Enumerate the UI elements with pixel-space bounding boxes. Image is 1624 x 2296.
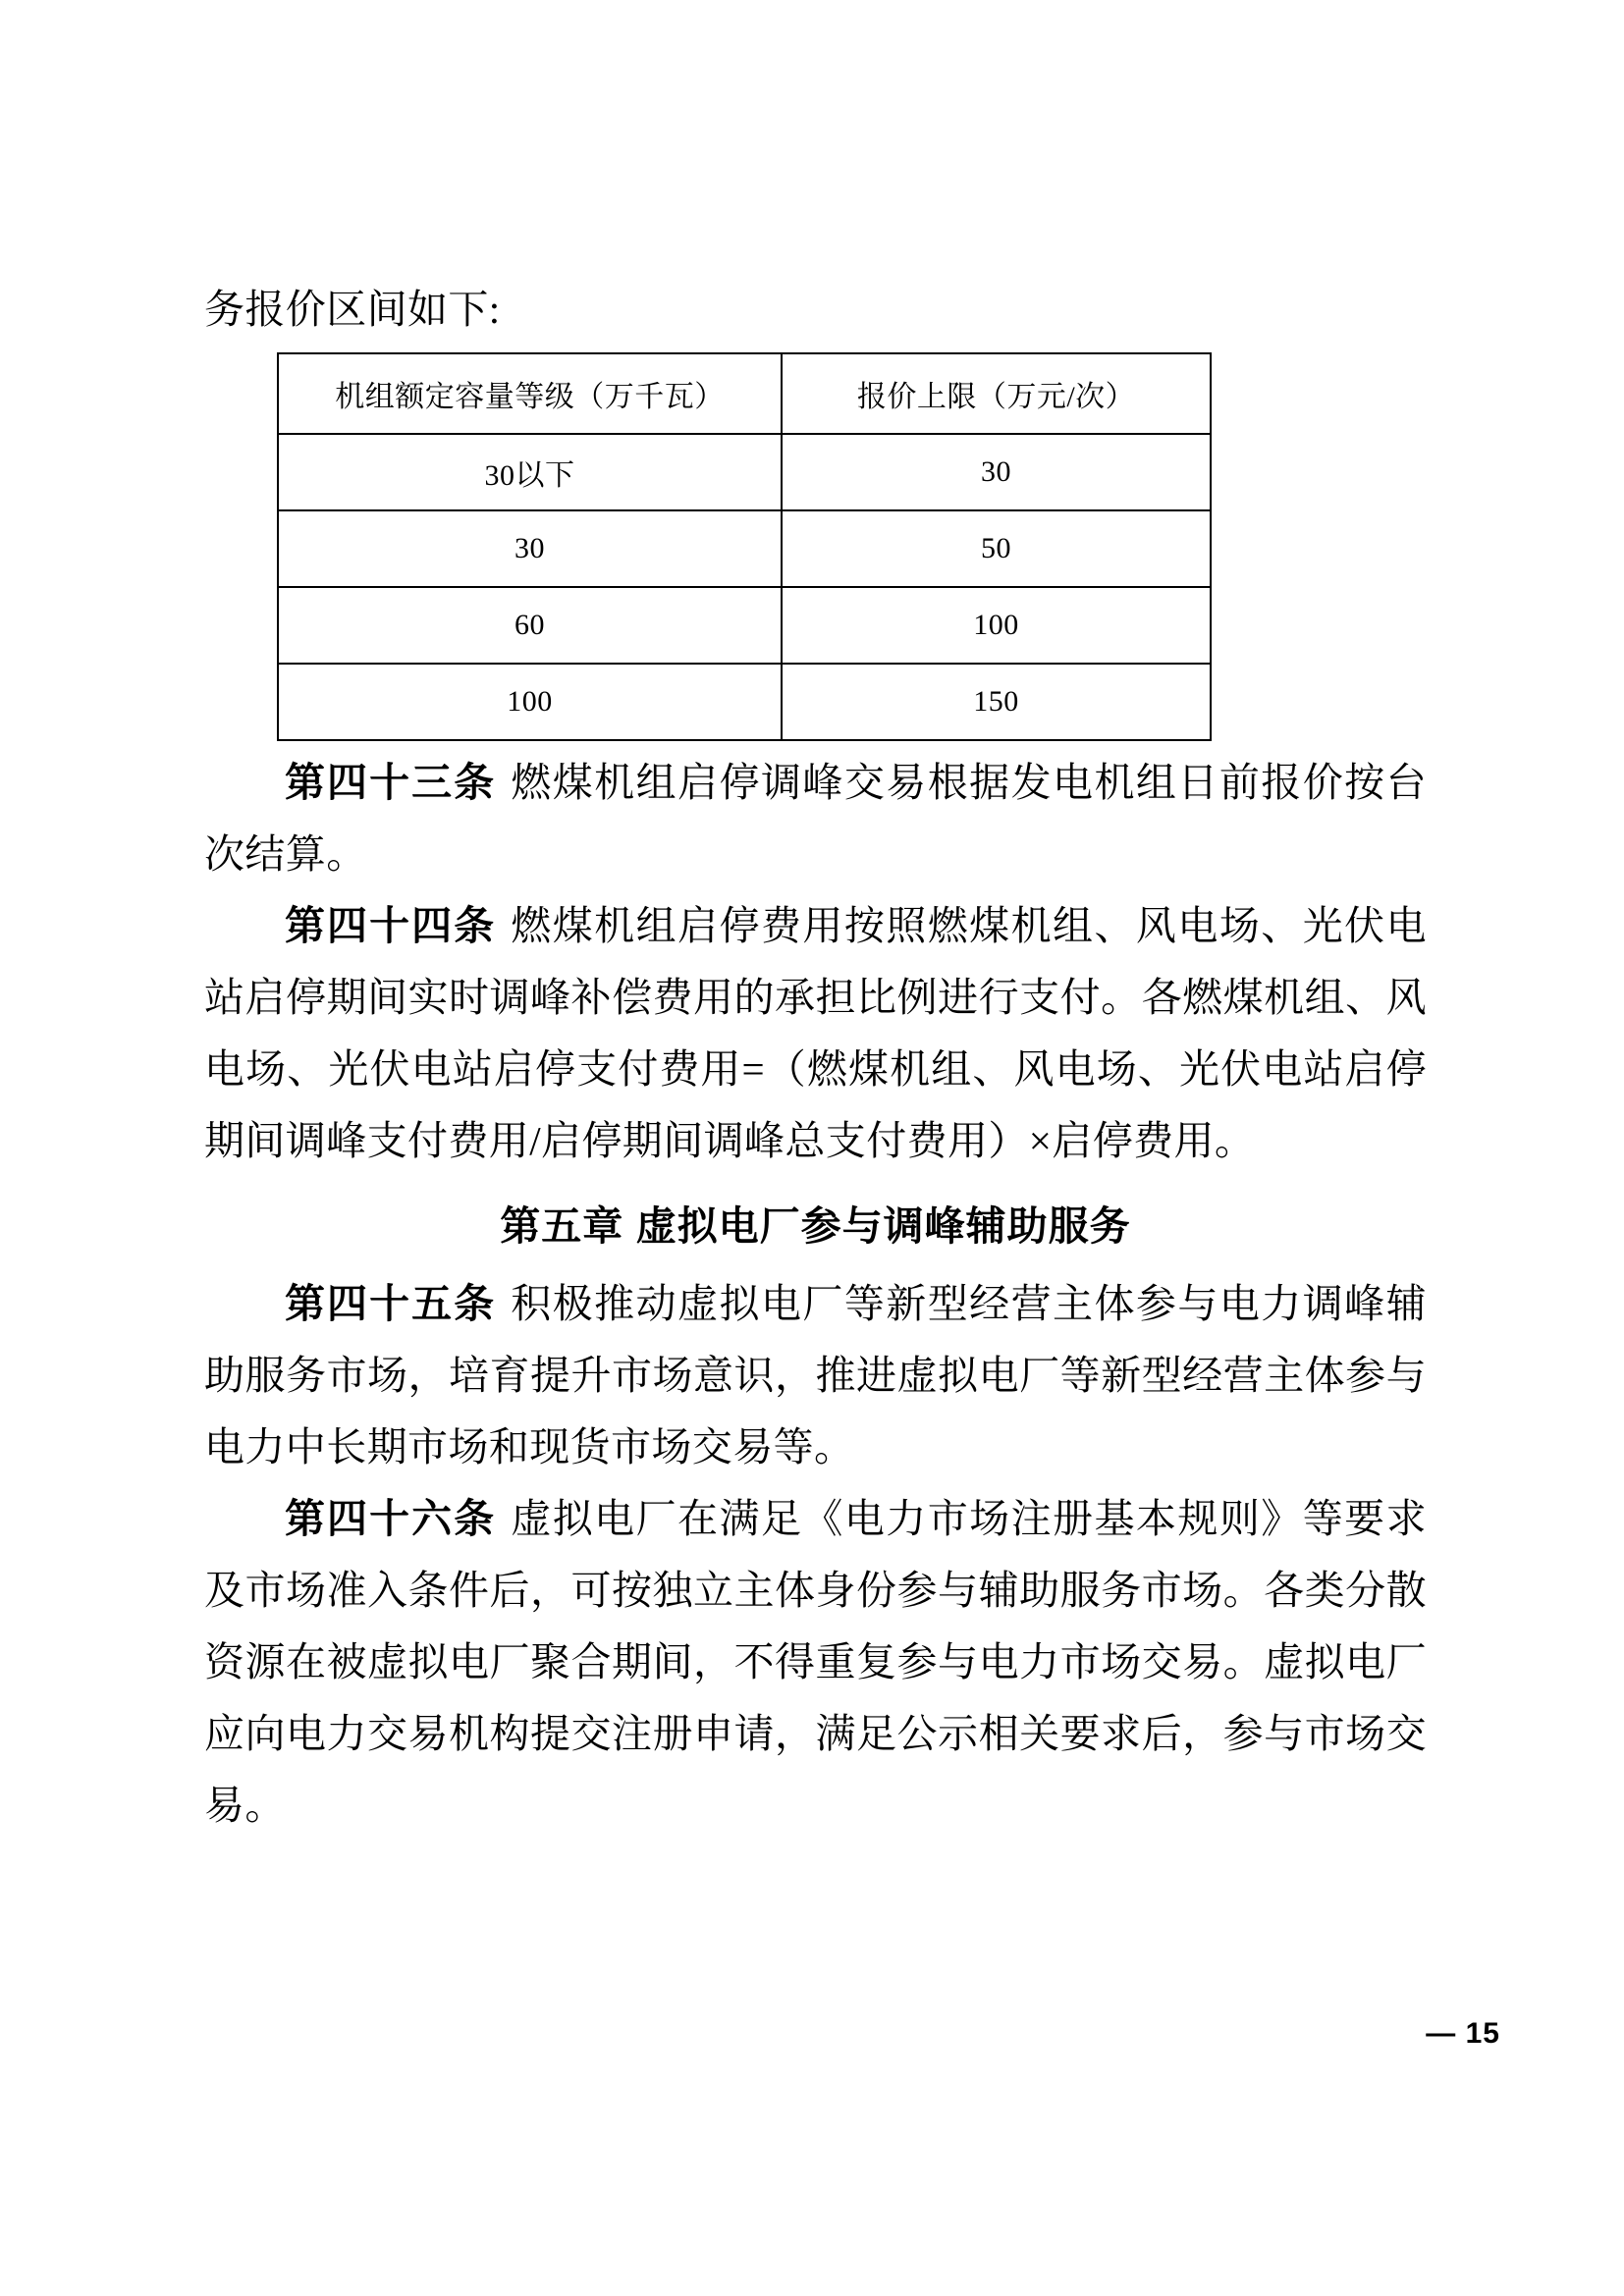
price-table [277,352,1212,741]
article-45 [204,1268,1427,1483]
table-row [278,510,1211,587]
price-table-container [277,352,1212,741]
page-content [204,280,1427,1842]
article-44-label: 第四十四条 [285,903,497,948]
article-46-label: 第四十六条 [285,1496,497,1541]
article-46-text: 虚拟电厂在满足《电力市场注册基本规则》等要求及市场准入条件后，可按独立主体身份参与辅助服务市场。各类分散资源在被虚拟电厂聚合期间，不得重复参与电力市场交易。虚拟电厂应向电力交易机构提交注册申请，满足公示相关要求后，参与市场交易。 [204,1496,1427,1828]
column-header-capacity: 机组额定容量等级（万千瓦） [278,353,782,434]
table-header-row [278,353,1211,434]
cell-price-cap: 50 [782,510,1211,587]
article-45-text: 积极推动虚拟电厂等新型经营主体参与电力调峰辅助服务市场，培育提升市场意识，推进虚拟电厂等新型经营主体参与电力中长期市场和现货市场交易等。 [204,1281,1427,1469]
cell-capacity: 30 [278,510,782,587]
cell-price-cap: 100 [782,587,1211,664]
article-43-label: 第四十三条 [285,760,497,805]
page-number-footer: — 15 [1426,2017,1500,2050]
lead-continuation-line: 务报价区间如下: [204,287,501,332]
chapter-5-heading: 第五章 虚拟电厂参与调峰辅助服务 [500,1203,1131,1249]
article-43 [204,747,1427,890]
table-row [278,434,1211,510]
table-row [278,587,1211,664]
article-45-label: 第四十五条 [285,1281,497,1326]
cell-capacity: 60 [278,587,782,664]
cell-price-cap: 150 [782,664,1211,740]
column-header-price-cap: 报价上限（万元/次） [782,353,1211,434]
article-46 [204,1483,1427,1842]
cell-capacity: 100 [278,664,782,740]
article-44-text: 燃煤机组启停费用按照燃煤机组、风电场、光伏电站启停期间实时调峰补偿费用的承担比例进行支付。各燃煤机组、风电场、光伏电站启停支付费用=（燃煤机组、风电场、光伏电站启停期间调峰支付费用/启停期间调峰总支付费用）×启停费用。 [204,903,1427,1163]
table-row [278,664,1211,740]
cell-capacity: 30以下 [278,434,782,510]
article-43-text: 燃煤机组启停调峰交易根据发电机组日前报价按台次结算。 [204,760,1427,877]
article-44 [204,890,1427,1177]
cell-price-cap: 30 [782,434,1211,510]
